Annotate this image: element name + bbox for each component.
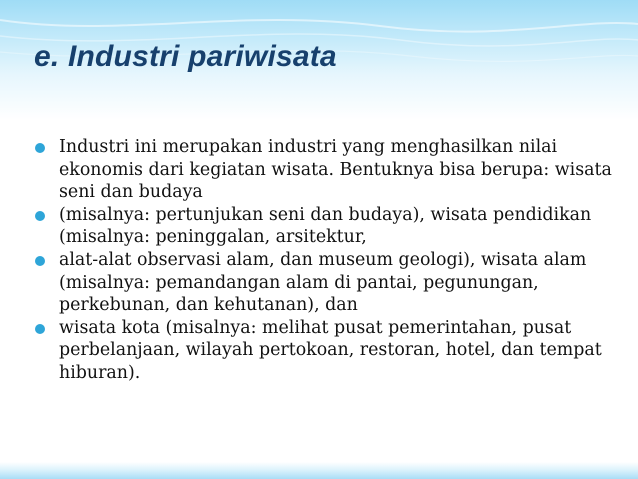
bullet-dot-icon xyxy=(35,256,45,266)
bullet-item xyxy=(34,204,619,249)
bullet-dot-icon xyxy=(35,143,45,153)
bullet-list xyxy=(34,136,619,385)
bullet-text: Industri ini merupakan industri yang menghasilkan nilai ekonomis dari kegiatan wisata. Bentuknya bisa berupa: wisata seni dan budaya xyxy=(59,137,612,203)
bullet-text: wisata kota (misalnya: melihat pusat pemerintahan, pusat perbelanjaan, wilayah pertokoan, restoran, hotel, dan tempat hiburan). xyxy=(59,317,602,383)
footer-background-band xyxy=(0,462,638,479)
slide-title: e. Industri pariwisata xyxy=(34,40,337,73)
bullet-text: (misalnya: pertunjukan seni dan budaya), wisata pendidikan (misalnya: peninggalan, arsitektur, xyxy=(59,204,592,248)
bullet-dot-icon xyxy=(35,211,45,221)
bullet-text: alat-alat observasi alam, dan museum geologi), wisata alam (misalnya: pemandangan alam di pantai, pegunungan, perkebunan, dan kehutanan), dan xyxy=(59,249,587,316)
bullet-dot-icon xyxy=(35,324,45,334)
bullet-item xyxy=(34,249,619,317)
bullet-item xyxy=(34,317,619,385)
bullet-item xyxy=(34,136,619,204)
